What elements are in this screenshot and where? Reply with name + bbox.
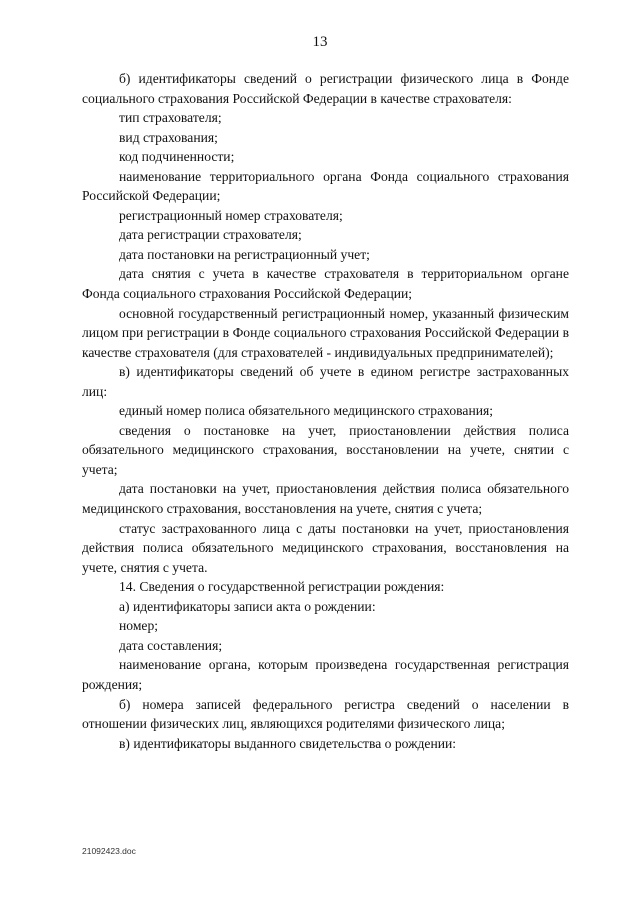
- paragraph: код подчиненности;: [119, 149, 235, 165]
- paragraph: наименование территориального органа Фонда социального страхования Российской Федерации;: [82, 168, 569, 204]
- paragraph: номер;: [119, 618, 159, 634]
- paragraph: статус застрахованного лица с даты постановки на учет, приостановления действия полиса обязательного медицинского страхования, восстановления на учете, снятия с учета.: [82, 520, 569, 575]
- paragraph: наименование органа, которым произведена государственная регистрация рождения;: [82, 657, 569, 692]
- paragraph: б) номера записей федерального регистра сведений о населении в отношении физических лиц, являющихся родителями физического лица;: [82, 696, 569, 732]
- paragraph: тип страхователя;: [119, 110, 222, 126]
- paragraph: дата составления;: [119, 637, 223, 653]
- paragraph: в) идентификаторы выданного свидетельства о рождении:: [119, 735, 457, 751]
- paragraph: дата регистрации страхователя;: [119, 227, 302, 243]
- page-number: 13: [312, 34, 328, 50]
- paragraph: сведения о постановке на учет, приостановлении действия полиса обязательного медицинского страхования, восстановлении на учете, снятии с учета;: [82, 422, 569, 477]
- paragraph: в) идентификаторы сведений об учете в едином регистре застрахованных лиц:: [82, 364, 569, 399]
- paragraph: регистрационный номер страхователя;: [119, 207, 343, 223]
- paragraph: вид страхования;: [119, 129, 218, 145]
- paragraph: дата постановки на учет, приостановления действия полиса обязательного медицинского страхования, восстановления на учете, снятия с учета;: [82, 481, 569, 517]
- paragraph: а) идентификаторы записи акта о рождении:: [119, 598, 376, 614]
- paragraph: дата постановки на регистрационный учет;: [119, 246, 370, 262]
- document-body: [82, 69, 569, 753]
- paragraph: единый номер полиса обязательного медицинского страхования;: [119, 403, 494, 419]
- paragraph: 14. Сведения о государственной регистрации рождения:: [119, 579, 445, 595]
- paragraph: б) идентификаторы сведений о регистрации физического лица в Фонде социального страхования Российской Федерации в качестве страхователя:: [82, 71, 569, 106]
- footer-file-name: 21092423.doc: [82, 846, 136, 856]
- paragraph: дата снятия с учета в качестве страхователя в территориальном органе Фонда социального страхования Российской Федерации;: [82, 266, 569, 302]
- paragraph: основной государственный регистрационный номер, указанный физическим лицом при регистрации в Фонде социального страхования Российской Федерации в качестве страхователя (для страхователей - индивидуальных предпринимателей);: [82, 305, 569, 360]
